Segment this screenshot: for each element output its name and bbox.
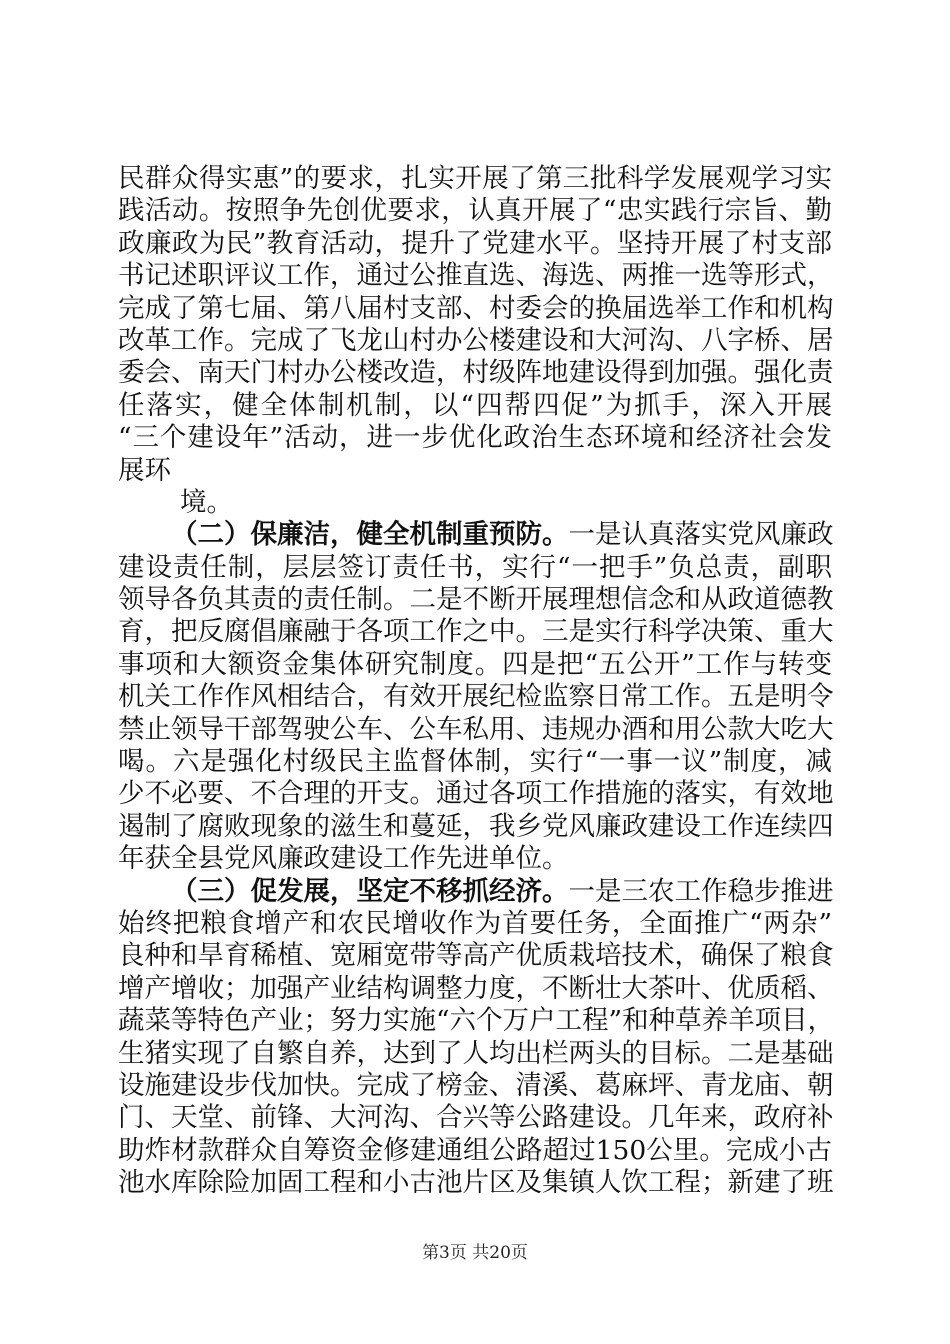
section-heading: （二）保廉洁，健全机制重预防。 <box>171 519 569 551</box>
text-line: 喝。六是强化村级民主监督体制，实行“一事一议”制度，减 <box>118 746 832 778</box>
text-line: 事项和大额资金集体研究制度。四是把“五公开”工作与转变 <box>118 648 832 680</box>
text-line: 完成了第七届、第八届村支部、村委会的换届选举工作和机构 <box>118 292 834 324</box>
text-line: 始终把粮食增产和农民增收作为首要任务，全面推广“两杂” <box>118 907 832 939</box>
section-heading: （三）促发展，坚定不移抓经济。 <box>171 875 569 907</box>
text-line: 政廉政为民”教育活动，提升了党建水平。坚持开展了村支部 <box>118 227 832 259</box>
text-line: 育，把反腐倡廉融于各项工作之中。三是实行科学决策、重大 <box>118 616 834 648</box>
text-line: 生猪实现了自繁自养，达到了人均出栏两头的目标。二是基础 <box>118 1037 834 1069</box>
text-line: 展环 <box>118 454 171 486</box>
text-line: 任落实，健全体制机制，以“四帮四促”为抓手，深入开展 <box>118 389 832 421</box>
text-line: 蔬菜等特色产业；努力实施“六个万户工程”和种草养羊项目， <box>118 1005 835 1037</box>
text-line: “三个建设年”活动，进一步优化政治生态环境和经济社会发 <box>118 422 832 454</box>
text-line: 书记述职评议工作，通过公推直选、海选、两推一选等形式， <box>118 260 834 292</box>
text-line: 领导各负其责的责任制。二是不断开展理想信念和从政道德教 <box>118 584 834 616</box>
text-line: 增产增收；加强产业结构调整力度，不断壮大茶叶、优质稻、 <box>118 972 834 1004</box>
text-run: 一是三农工作稳步推进 <box>568 875 834 907</box>
text-line: 池水库除险加固工程和小古池片区及集镇人饮工程；新建了班 <box>118 1167 834 1199</box>
text-line: 建设责任制，层层签订责任书，实行“一把手”负总责，副职 <box>118 551 832 583</box>
page-number-footer: 第3页 共20页 <box>422 1243 528 1263</box>
text-line: 助炸材款群众自筹资金修建通组公路超过150公里。完成小古 <box>118 1134 832 1166</box>
text-line: 遏制了腐败现象的滋生和蔓延，我乡党风廉政建设工作连续四 <box>118 810 834 842</box>
text-run: 一是认真落实党风廉政 <box>568 519 834 551</box>
text-line: 禁止领导干部驾驶公车、公车私用、违规办酒和用公款大吃大 <box>118 713 834 745</box>
text-line: 机关工作作风相结合，有效开展纪检监察日常工作。五是明令 <box>118 681 834 713</box>
text-line: 委会、南天门村办公楼改造，村级阵地建设得到加强。强化责 <box>118 357 834 389</box>
text-line: 改革工作。完成了飞龙山村办公楼建设和大河沟、八字桥、居 <box>118 324 834 356</box>
document-body <box>118 163 835 1200</box>
text-line: 设施建设步伐加快。完成了榜金、清溪、葛麻坪、青龙庙、朝 <box>118 1069 834 1101</box>
text-line: 良种和旱育稀植、宽厢宽带等高产优质栽培技术，确保了粮食 <box>118 940 834 972</box>
paragraph-1 <box>118 163 832 519</box>
text-line: 少不必要、不合理的开支。通过各项工作措施的落实，有效地 <box>118 778 834 810</box>
paragraph-first-line <box>118 876 832 908</box>
paragraph-first-line <box>118 519 832 551</box>
text-line: 境。 <box>180 486 233 518</box>
paragraph-3 <box>118 875 835 1200</box>
text-line: 践活动。按照争先创优要求，认真开展了“忠实践行宗旨、勤 <box>118 195 832 227</box>
text-line: 年获全县党风廉政建设工作先进单位。 <box>118 843 569 875</box>
paragraph-2 <box>118 519 832 875</box>
text-line: 民群众得实惠”的要求，扎实开展了第三批科学发展观学习实 <box>118 163 832 194</box>
text-line: 门、天堂、前锋、大河沟、合兴等公路建设。几年来，政府补 <box>118 1102 834 1134</box>
